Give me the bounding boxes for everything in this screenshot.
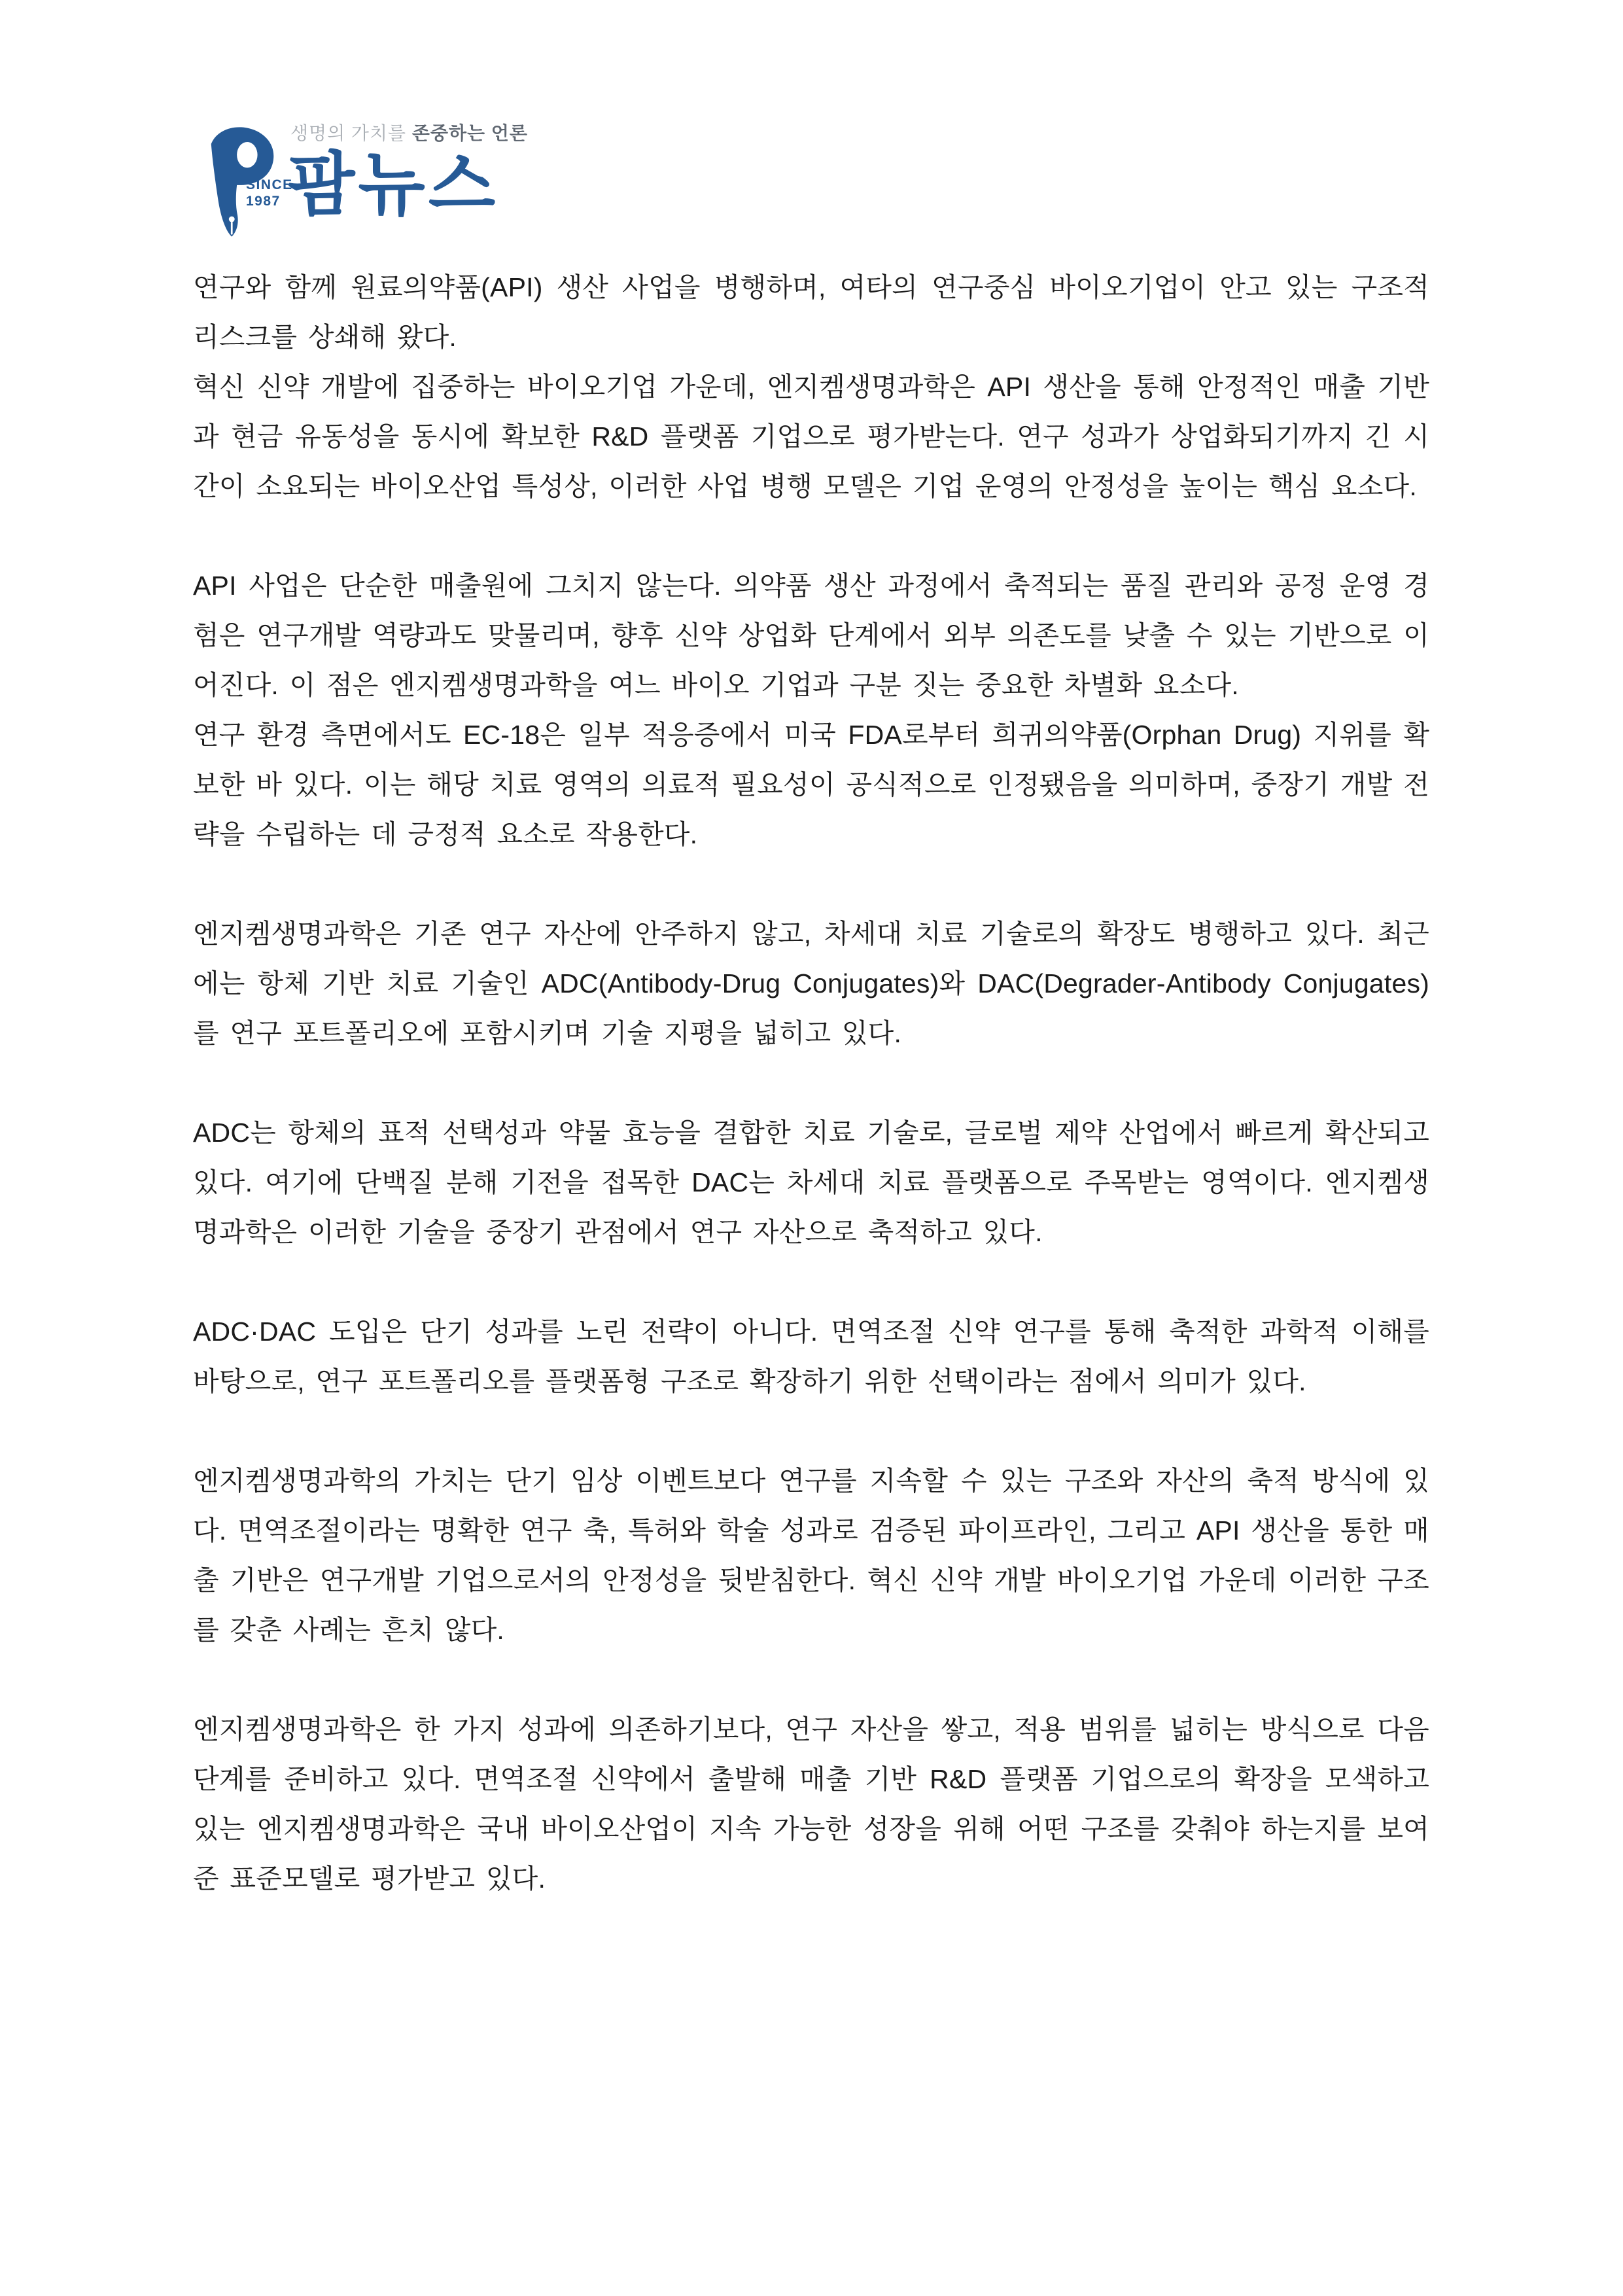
article-paragraph: 혁신 신약 개발에 집중하는 바이오기업 가운데, 엔지켐생명과학은 API 생산을 통해 안정적인 매출 기반과 현금 유동성을 동시에 확보한 R&D 플랫폼 기업으로 평가받는다. 연구 성과가 상업화되기까지 긴 시간이 소요되는 바이오산업 특성상, 이러한 사업 병행 모델은 기업 운영의 안정성을 높이는 핵심 요소다. <box>193 372 1429 501</box>
brand-name: 팜뉴스 <box>288 147 499 224</box>
article-paragraph: ADC는 항체의 표적 선택성과 약물 효능을 결합한 치료 기술로, 글로벌 제약 산업에서 빠르게 확산되고 있다. 여기에 단백질 분해 기전을 접목한 DAC는 차세대 치료 플랫폼으로 주목받는 영역이다. 엔지켐생명과학은 이러한 기술을 중장기 관점에서 연구 자산으로 축적하고 있다. <box>193 1118 1429 1247</box>
article-paragraph: API 사업은 단순한 매출원에 그치지 않는다. 의약품 생산 과정에서 축적되는 품질 관리와 공정 운영 경험은 연구개발 역량과도 맞물리며, 향후 신약 상업화 단계에서 외부 의존도를 낮출 수 있는 기반으로 이어진다. 이 점은 엔지켐생명과학을 여느 바이오 기업과 구분 짓는 중요한 차별화 요소다. <box>193 571 1429 700</box>
since-year-label <box>246 177 293 209</box>
article-paragraph: 연구와 함께 원료의약품(API) 생산 사업을 병행하며, 여타의 연구중심 바이오기업이 안고 있는 구조적 리스크를 상쇄해 왔다. <box>193 272 1429 352</box>
since-label: SINCE <box>246 177 293 192</box>
article-paragraph: 연구 환경 측면에서도 EC-18은 일부 적응증에서 미국 FDA로부터 희귀의약품(Orphan Drug) 지위를 확보한 바 있다. 이는 해당 치료 영역의 의료적 필요성이 공식적으로 인정됐음을 의미하며, 중장기 개발 전략을 수립하는 데 긍정적 요소로 작용한다. <box>193 720 1429 849</box>
tagline-light-text: 생명의 가치를 <box>290 123 407 143</box>
tagline-bold-text: 존중하는 언론 <box>411 123 528 143</box>
year-label: 1987 <box>246 194 281 209</box>
article-paragraph: ADC·DAC 도입은 단기 성과를 노린 전략이 아니다. 면역조절 신약 연구를 통해 축적한 과학적 이해를 바탕으로, 연구 포트폴리오를 플랫폼형 구조로 확장하기 위한 선택이라는 점에서 의미가 있다. <box>193 1316 1429 1396</box>
brand-logo <box>203 123 569 241</box>
article-paragraph: 엔지켐생명과학은 기존 연구 자산에 안주하지 않고, 차세대 치료 기술로의 확장도 병행하고 있다. 최근에는 항체 기반 치료 기술인 ADC(Antibody-Drug Conjugates)와 DAC(Degrader-Antibody Conjugates)를 연구 포트폴리오에 포함시키며 기술 지평을 넓히고 있다. <box>193 919 1429 1048</box>
brand-tagline <box>290 123 528 144</box>
article-body <box>193 262 1429 1903</box>
article-paragraph: 엔지켐생명과학의 가치는 단기 임상 이벤트보다 연구를 지속할 수 있는 구조와 자산의 축적 방식에 있다. 면역조절이라는 명확한 연구 축, 특허와 학술 성과로 검증된 파이프라인, 그리고 API 생산을 통한 매출 기반은 연구개발 기업으로서의 안정성을 뒷받침한다. 혁신 신약 개발 바이오기업 가운데 이러한 구조를 갖춘 사례는 흔치 않다. <box>193 1466 1429 1645</box>
article-paragraph: 엔지켐생명과학은 한 가지 성과에 의존하기보다, 연구 자산을 쌓고, 적용 범위를 넓히는 방식으로 다음 단계를 준비하고 있다. 면역조절 신약에서 출발해 매출 기반 R&D 플랫폼 기업으로의 확장을 모색하고 있는 엔지켐생명과학은 국내 바이오산업이 지속 가능한 성장을 위해 어떤 구조를 갖춰야 하는지를 보여준 표준모델로 평가받고 있다. <box>193 1714 1429 1894</box>
